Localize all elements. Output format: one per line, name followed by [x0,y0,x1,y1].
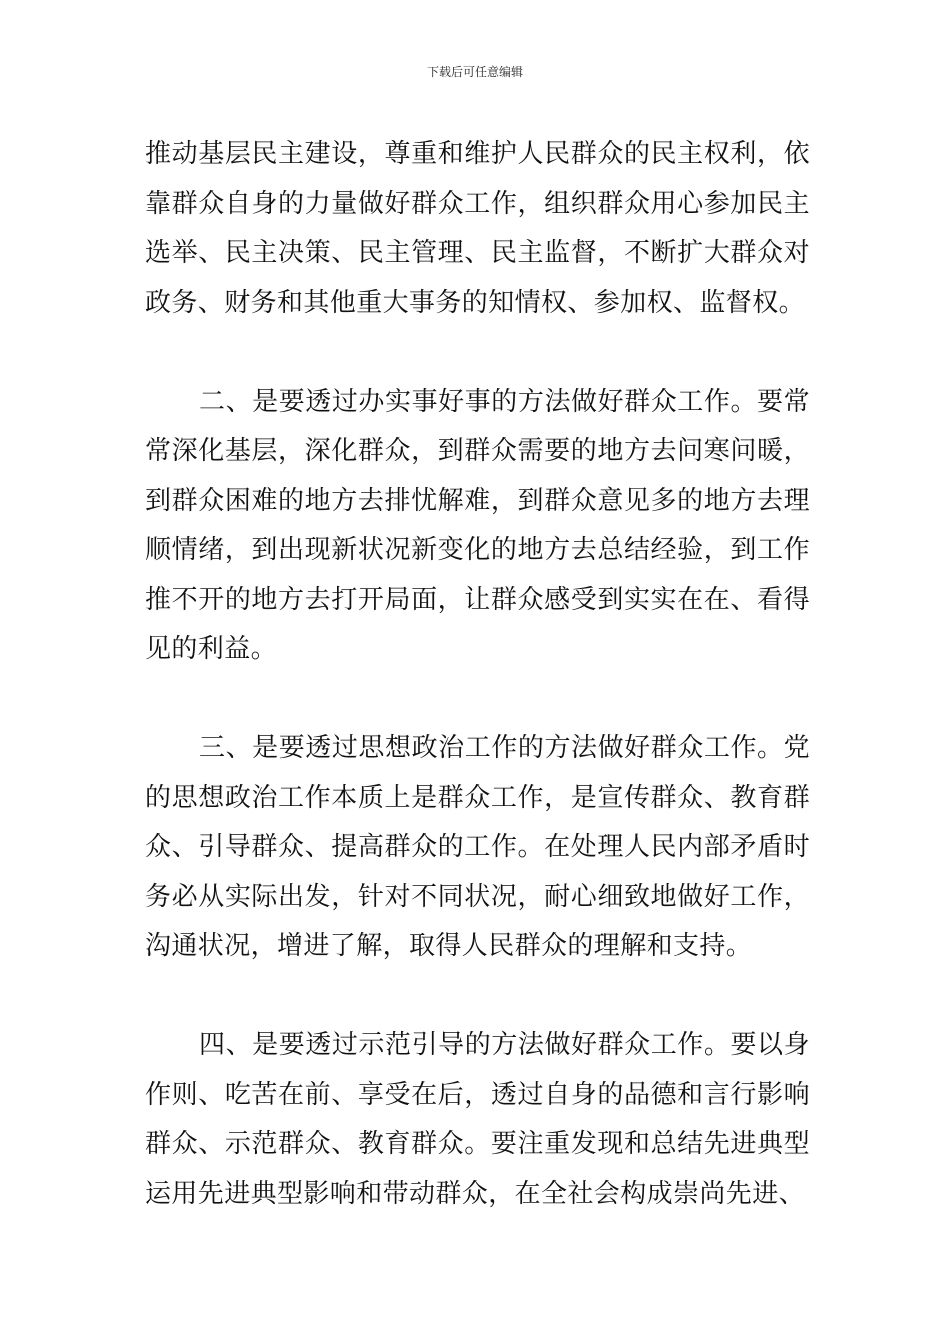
document-body [145,130,810,1219]
page-header: 下载后可任意编辑 [426,65,523,79]
paragraph-point-three: 三、是要透过思想政治工作的方法做好群众工作。党的思想政治工作本质上是群众工作，是宣传群众、教育群众、引导群众、提高群众的工作。在处理人民内部矛盾时务必从实际出发，针对不同状况，耐心细致地做好工作，沟通状况，增进了解，取得人民群众的理解和支持。 [145,733,810,961]
paragraph-point-four: 四、是要透过示范引导的方法做好群众工作。要以身作则、吃苦在前、享受在后，透过自身的品德和言行影响群众、示范群众、教育群众。要注重发现和总结先进典型运用先进典型影响和带动群众，在全社会构成崇尚先进、 [145,1030,810,1209]
paragraph-continuation: 推动基层民主建设，尊重和维护人民群众的民主权利，依靠群众自身的力量做好群众工作，组织群众用心参加民主选举、民主决策、民主管理、民主监督，不断扩大群众对政务、财务和其他重大事务的知情权、参加权、监督权。 [145,139,810,318]
paragraph-point-two: 二、是要透过办实事好事的方法做好群众工作。要常常深化基层，深化群众，到群众需要的地方去问寒问暖，到群众困难的地方去排忧解难，到群众意见多的地方去理顺情绪，到出现新状况新变化的地方去总结经验，到工作推不开的地方去打开局面，让群众感受到实实在在、看得见的利益。 [145,386,810,664]
